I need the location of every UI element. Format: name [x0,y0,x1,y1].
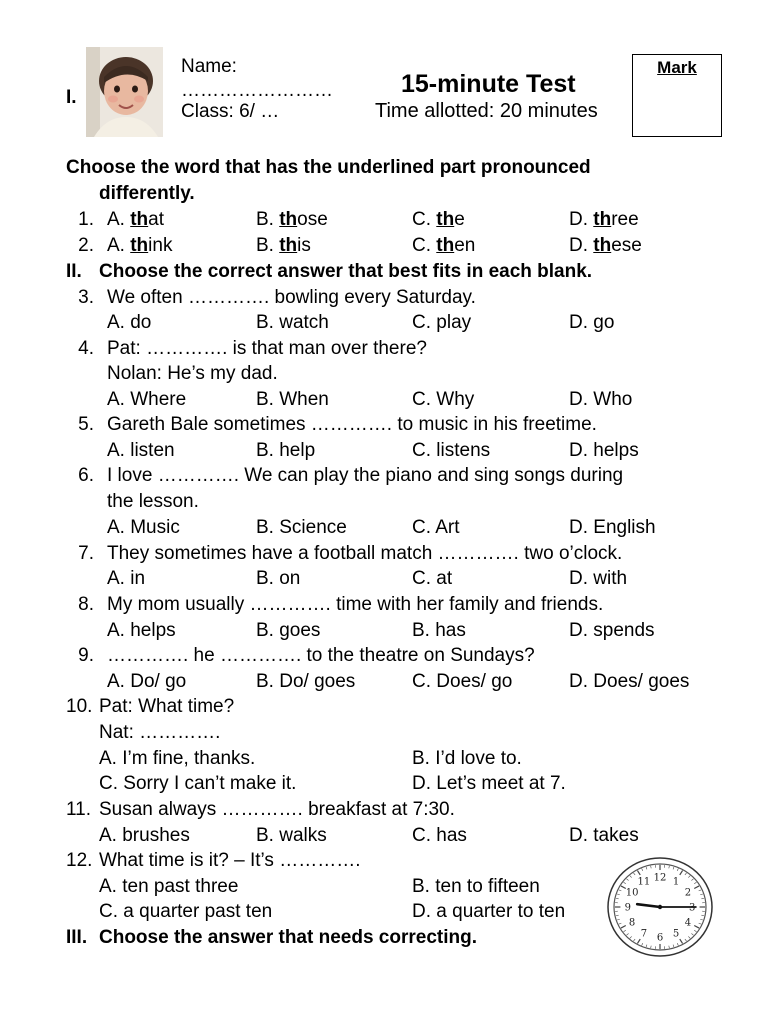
option-12b[interactable]: B. ten to fifteen [412,876,540,897]
option-4a[interactable]: A. Where [107,389,187,410]
option-1a[interactable] [107,209,164,231]
underlined-part: th [130,209,149,230]
question-number: 9. [78,645,94,666]
question-text: Gareth Bale sometimes …………. to music in his freetime. [107,414,597,435]
clock-numeral: 4 [684,917,692,929]
section3-numeral: III. [66,927,88,948]
student-photo [86,47,163,137]
option-3c[interactable]: C. play [412,312,472,333]
underlined-part: th [593,235,612,256]
option-rest: ree [611,209,639,230]
clock-numeral: 11 [637,876,651,888]
option-5c[interactable]: C. listens [412,440,491,461]
question-text: Pat: What time? [99,696,235,717]
underlined-part: th [279,209,298,230]
question-text: Nat: …………. [99,722,221,743]
question-number: 2. [78,235,94,256]
clock-numeral: 1 [672,876,680,888]
underlined-part: th [279,235,298,256]
option-9d[interactable]: D. Does/ goes [569,671,690,692]
question-number: 11. [66,799,92,820]
option-9b[interactable]: B. Do/ goes [256,671,356,692]
option-12c[interactable]: C. a quarter past ten [99,901,273,922]
option-letter: D. [569,235,588,256]
mark-box [632,54,722,137]
option-letter: C. [412,235,431,256]
section-numeral-1: I. [66,87,77,108]
question-text: Susan always …………. breakfast at 7:30. [99,799,455,820]
option-rest: e [454,209,465,230]
option-4b[interactable]: B. When [256,389,329,410]
option-letter: B. [256,209,274,230]
option-10d[interactable]: D. Let’s meet at 7. [412,773,566,794]
option-7c[interactable]: C. at [412,568,453,589]
option-letter: B. [256,235,274,256]
option-rest: ese [611,235,642,256]
option-letter: A. [107,235,125,256]
clock-numeral: 10 [625,887,639,899]
clock-numeral: 3 [689,902,696,914]
question-text: My mom usually …………. time with her family and friends. [107,594,604,615]
option-3b[interactable]: B. watch [256,312,329,333]
option-9c[interactable]: C. Does/ go [412,671,513,692]
option-11d[interactable]: D. takes [569,825,639,846]
option-letter: D. [569,209,588,230]
option-rest: ink [148,235,173,256]
option-7b[interactable]: B. on [256,568,301,589]
option-3a[interactable]: A. do [107,312,152,333]
option-1d[interactable] [569,209,639,231]
section3-instruction: Choose the answer that needs correcting. [99,927,477,948]
question-text: We often …………. bowling every Saturday. [107,287,476,308]
question-number: 10. [66,696,93,717]
clock-numeral: 12 [653,872,667,884]
underlined-part: th [593,209,612,230]
question-text: What time is it? – It’s …………. [99,850,361,871]
option-rest: ose [297,209,328,230]
section2-instruction: Choose the correct answer that best fits in each blank. [99,261,593,282]
question-number: 7. [78,543,94,564]
question-number: 12. [66,850,93,871]
question-number: 5. [78,414,94,435]
underlined-part: th [436,235,455,256]
option-4c[interactable]: C. Why [412,389,475,410]
question-text: Pat: …………. is that man over there? [107,338,427,359]
section1-instruction-line2: differently. [99,183,195,204]
option-1b[interactable] [256,209,328,231]
clock-numeral: 2 [684,887,692,899]
question-text: I love …………. We can play the piano and sing songs during [107,465,624,486]
clock-numeral: 8 [628,917,636,929]
option-2a[interactable] [107,235,172,257]
analog-clock-icon [606,856,714,958]
option-11a[interactable]: A. brushes [99,825,190,846]
option-2b[interactable] [256,235,311,257]
class-label: Class: 6/ … [181,101,280,122]
question-number: 6. [78,465,94,486]
name-field[interactable]: …………………… [181,80,333,101]
option-4d[interactable]: D. Who [569,389,633,410]
option-11c[interactable]: C. has [412,825,467,846]
option-8d[interactable]: D. spends [569,620,655,641]
section2-numeral: II. [66,261,82,282]
clock-numeral: 7 [640,928,648,940]
page-title: 15-minute Test [401,70,576,98]
question-number: 4. [78,338,94,359]
option-2c[interactable] [412,235,475,257]
option-7a[interactable]: A. in [107,568,146,589]
option-6c[interactable]: C. Art [412,517,460,538]
option-10c[interactable]: C. Sorry I can’t make it. [99,773,297,794]
option-11b[interactable]: B. walks [256,825,327,846]
mark-label: Mark [657,58,697,77]
option-6a[interactable]: A. Music [107,517,180,538]
option-rest: at [148,209,165,230]
option-1c[interactable] [412,209,465,231]
option-10a[interactable]: A. I’m fine, thanks. [99,748,256,769]
option-letter: A. [107,209,125,230]
question-text: …………. he …………. to the theatre on Sundays? [107,645,535,666]
clock-numeral: 6 [656,932,664,944]
option-10b[interactable]: B. I’d love to. [412,748,522,769]
option-7d[interactable]: D. with [569,568,628,589]
question-text: the lesson. [107,491,199,512]
question-text: Nolan: He’s my dad. [107,363,278,384]
section1-instruction-line1: Choose the word that has the underlined part pronounced [66,157,591,178]
option-rest: is [297,235,311,256]
name-label: Name: [181,56,237,77]
clock-illustration [606,856,714,958]
underlined-part: th [436,209,455,230]
underlined-part: th [130,235,149,256]
question-number: 1. [78,209,94,230]
question-number: 8. [78,594,94,615]
option-12a[interactable]: A. ten past three [99,876,239,897]
option-2d[interactable] [569,235,642,257]
clock-center [658,905,662,909]
option-12d[interactable]: D. a quarter to ten [412,901,566,922]
option-3d[interactable]: D. go [569,312,615,333]
time-allotted: Time allotted: 20 minutes [375,100,598,122]
option-8c[interactable]: B. has [412,620,466,641]
option-letter: C. [412,209,431,230]
clock-numeral: 9 [624,902,631,914]
question-text: They sometimes have a football match …………. two o’clock. [107,543,623,564]
option-5a[interactable]: A. listen [107,440,175,461]
option-9a[interactable]: A. Do/ go [107,671,187,692]
option-5d[interactable]: D. helps [569,440,639,461]
option-8b[interactable]: B. goes [256,620,321,641]
clock-numeral: 5 [672,928,680,940]
option-6d[interactable]: D. English [569,517,656,538]
option-5b[interactable]: B. help [256,440,316,461]
option-6b[interactable]: B. Science [256,517,347,538]
child-portrait-image [86,47,163,137]
option-rest: en [454,235,476,256]
option-8a[interactable]: A. helps [107,620,176,641]
question-number: 3. [78,287,94,308]
